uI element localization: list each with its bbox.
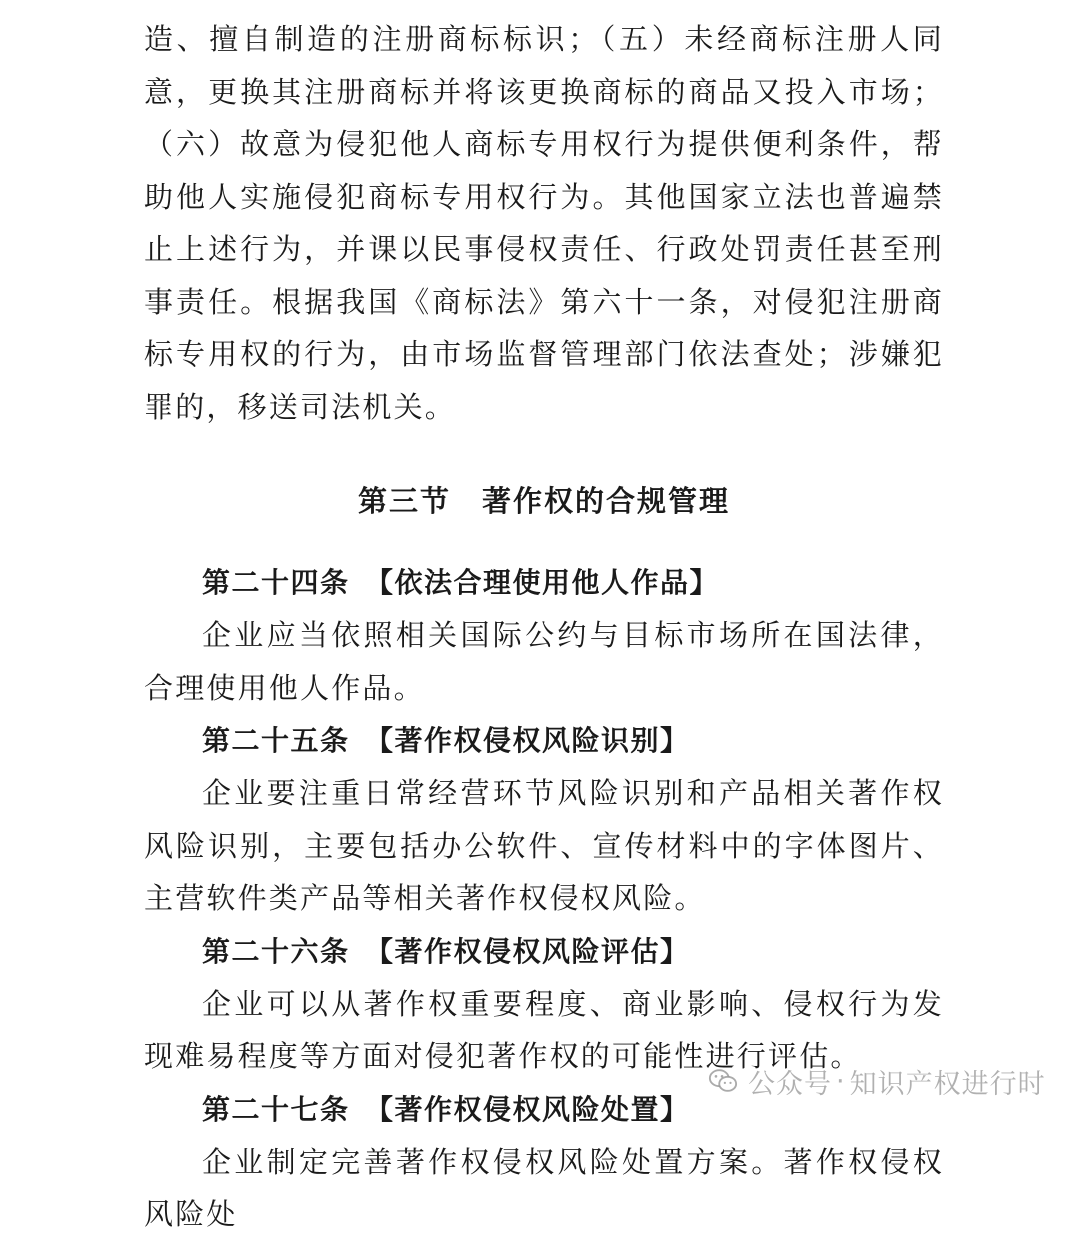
account-watermark	[708, 1060, 1046, 1102]
article-heading: 第二十六条 【著作权侵权风险评估】	[202, 934, 690, 968]
section-title: 第三节 著作权的合规管理	[357, 484, 730, 518]
watermark-separator: ·	[836, 1065, 846, 1097]
article-heading: 第二十五条 【著作权侵权风险识别】	[202, 724, 690, 757]
article-heading: 第二十四条 【依法合理使用他人作品】	[202, 566, 720, 599]
article-heading: 第二十七条 【著作权侵权风险处置】	[202, 1092, 690, 1126]
wechat-icon	[708, 1066, 738, 1096]
article-body: 企业可以从著作权重要程度、商业影响、侵权行为发现难易程度等方面对侵犯著作权的可能性进行评估。	[144, 986, 944, 1073]
article-27	[144, 1084, 944, 1241]
article-25	[144, 715, 944, 925]
article-body: 企业应当依照相关国际公约与目标市场所在国法律，合理使用他人作品。	[144, 618, 944, 705]
document-page	[144, 0, 944, 1231]
article-24	[144, 557, 944, 714]
article-26	[144, 926, 944, 1083]
article-body: 企业要注重日常经营环节风险识别和产品相关著作权风险识别，主要包括办公软件、宣传材料中的字体图片、主营软件类产品等相关著作权侵权风险。	[144, 776, 944, 915]
intro-paragraph: 造、擅自制造的注册商标标识；（五）未经商标注册人同意，更换其注册商标并将该更换商标的商品又投入市场；（六）故意为侵犯他人商标专用权行为提供便利条件，帮助他人实施侵犯商标专用权行为。其他国家立法也普遍禁止上述行为，并课以民事侵权责任、行政处罚责任甚至刑事责任。根据我国《商标法》第六十一条，对侵犯注册商标专用权的行为，由市场监督管理部门依法查处；涉嫌犯罪的，移送司法机关。	[144, 22, 944, 424]
watermark-label: 公众号	[748, 1068, 832, 1100]
watermark-account: 知识产权进行时	[849, 1068, 1046, 1100]
article-body: 企业制定完善著作权侵权风险处置方案。著作权侵权风险处	[144, 1144, 944, 1231]
